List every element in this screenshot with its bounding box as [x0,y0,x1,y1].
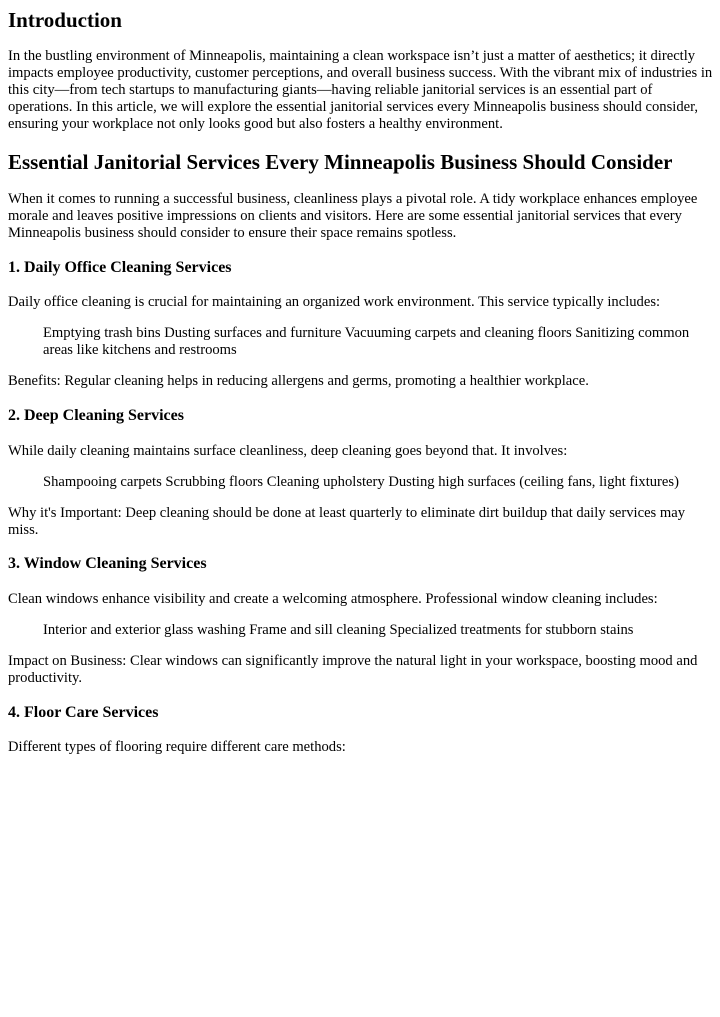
section-1-heading: 1. Daily Office Cleaning Services [8,259,232,276]
section-3-heading: 3. Window Cleaning Services [8,555,207,572]
section-3-intro: Clean windows enhance visibility and create a welcoming atmosphere. Professional window cleaning includes: [8,591,658,607]
section-1-list: Emptying trash bins Dusting surfaces and furniture Vacuuming carpets and cleaning floors Sanitizing common areas like kitchens and restrooms [43,325,690,358]
section-2-intro: While daily cleaning maintains surface cleanliness, deep cleaning goes beyond that. It involves: [8,443,568,459]
intro-heading: Introduction [8,8,122,32]
section-4-intro: Different types of flooring require different care methods: [8,739,346,755]
essential-paragraph: When it comes to running a successful business, cleanliness plays a pivotal role. A tidy workplace enhances employee morale and leaves positive impressions on clients and visitors. Here are some essential janitorial services that every Minneapolis business should consider to ensure their space remains spotless. [8,191,698,241]
essential-heading: Essential Janitorial Services Every Minneapolis Business Should Consider [8,150,673,174]
section-3-list: Interior and exterior glass washing Frame and sill cleaning Specialized treatments for stubborn stains [43,622,634,638]
intro-paragraph: In the bustling environment of Minneapolis, maintaining a clean workspace isn’t just a matter of aesthetics; it directly impacts employee productivity, customer perceptions, and overall business success. With the vibrant mix of industries in this city—from tech startups to manufacturing giants—having reliable janitorial services is an essential part of operations. In this article, we will explore the essential janitorial services every Minneapolis business should consider, ensuring your workplace not only looks good but also fosters a healthy environment. [8,48,713,132]
section-1-intro: Daily office cleaning is crucial for maintaining an organized work environment. This service typically includes: [8,294,661,310]
section-3-note: Impact on Business: Clear windows can significantly improve the natural light in your workspace, boosting mood and productivity. [8,653,698,686]
section-4-heading: 4. Floor Care Services [8,704,159,721]
section-2-heading: 2. Deep Cleaning Services [8,407,184,424]
section-2-list: Shampooing carpets Scrubbing floors Cleaning upholstery Dusting high surfaces (ceiling fans, light fixtures) [43,474,679,490]
section-1-note: Benefits: Regular cleaning helps in reducing allergens and germs, promoting a healthier workplace. [8,373,589,389]
section-2-note: Why it's Important: Deep cleaning should be done at least quarterly to eliminate dirt buildup that daily services may miss. [8,505,685,538]
